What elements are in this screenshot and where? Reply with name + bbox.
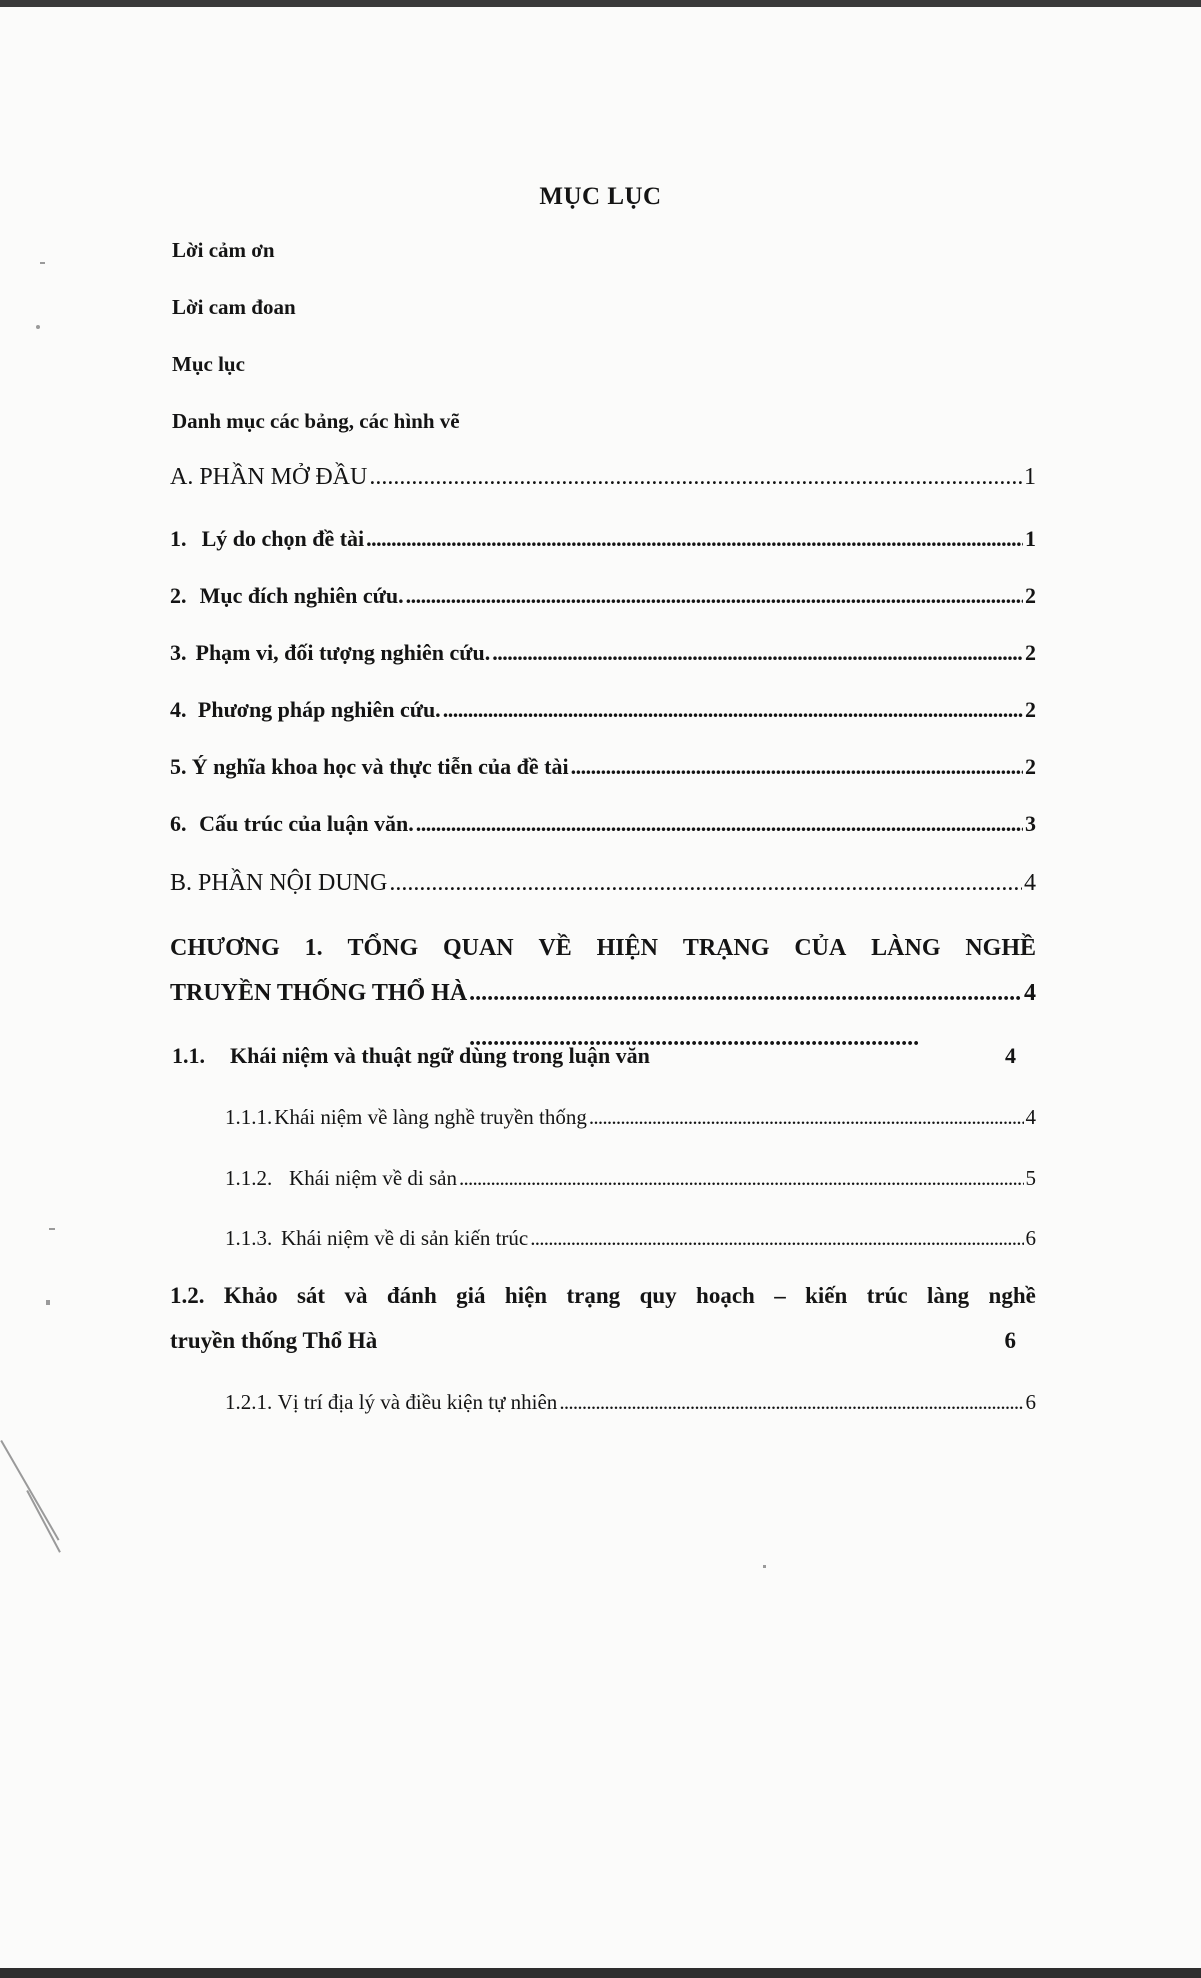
toc-entry: 2. Mục đích nghiên cứu. . . . 2 [170,583,1036,609]
dot-leader [443,697,1023,723]
prelim-item: Lời cam đoan [172,295,296,319]
prelim-item: Mục lục [172,352,245,376]
chapter-line-2: TRUYỀN THỐNG THỔ HÀ . . . 4 [170,971,1036,1061]
dot-leader [589,1105,1024,1130]
toc-entry: 5. Ý nghĩa khoa học và thực tiễn của đề tài . . . 2 [170,754,1036,780]
prelim-item: Lời cảm ơn [172,238,275,262]
prelim-item: Danh mục các bảng, các hình vẽ [172,409,460,433]
toc-entry-subsection: 1.1.2. Khái niệm về di sản . . . 5 [225,1166,1036,1191]
page-title: MỤC LỤC [539,183,662,210]
section-line-1: 1.2. Khảo sát và đánh giá hiện trạng quy hoạch – kiến trúc làng nghề [170,1283,1036,1308]
dot-leader [416,811,1023,837]
scan-speck [46,1300,50,1305]
dot-leader [406,583,1023,609]
dot-leader [459,1166,1023,1191]
toc-entry: 6. Cấu trúc của luận văn. . . . 3 [170,811,1036,837]
dot-leader [559,1390,1023,1415]
dot-leader [369,464,1022,491]
dot-leader [530,1226,1023,1251]
section-line-2: truyền thống Thổ Hà 6 [170,1328,1016,1353]
toc-entry: 4. Phương pháp nghiên cứu. . . . 2 [170,697,1036,723]
toc-entry-section: 1.1. Khái niệm và thuật ngữ dùng trong luận văn 4 [172,1043,1016,1068]
toc-entry-part-b: B. PHẦN NỘI DUNG . . . 4 [170,870,1036,897]
dot-leader [366,526,1023,552]
toc-entry-subsection: 1.1.3. Khái niệm về di sản kiến trúc . . . 6 [225,1226,1036,1251]
dot-leader [492,640,1023,666]
toc-entry-part-a: A. PHẦN MỞ ĐẦU . . . 1 [170,464,1036,491]
toc-entry-section-1-2 [170,1273,1036,1363]
scan-speck [763,1565,766,1568]
toc-entry: 1. Lý do chọn đề tài . . . 1 [170,526,1036,552]
scan-edge-top [0,0,1201,7]
scan-speck [49,1228,55,1230]
dot-leader [389,870,1022,897]
toc-entry-subsection: 1.1.1. Khái niệm về làng nghề truyền thống . . . 4 [225,1105,1036,1130]
toc-entry: 3. Phạm vi, đối tượng nghiên cứu. . . . 2 [170,640,1036,666]
scan-edge-bottom [0,1968,1201,1978]
scan-speck [40,262,45,264]
toc-entry-chapter-1 [170,926,1036,1061]
toc-entry-subsection: 1.2.1. Vị trí địa lý và điều kiện tự nhiên . . . 6 [225,1390,1036,1415]
chapter-line-1: CHƯƠNG 1. TỔNG QUAN VỀ HIỆN TRẠNG CỦA LÀNG NGHỀ [170,935,1036,961]
scan-speck [36,325,40,329]
scan-artifact-line [0,1440,59,1541]
scan-artifact-line [26,1490,61,1553]
dot-leader [571,754,1023,780]
